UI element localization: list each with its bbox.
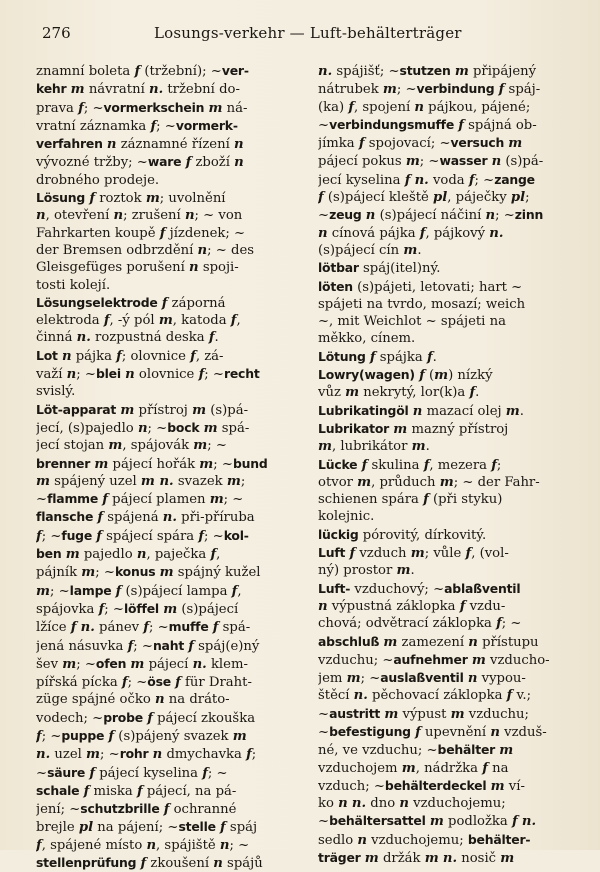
text-line: Fahrkarten koupě f jízdenek; ~ — [36, 225, 246, 241]
text-line: f (s)pájecí kleště pl, páječky pl; — [318, 190, 530, 206]
text-line: činná n. rozpustná deska f. — [36, 330, 219, 346]
text-line: abschluß m zamezení n přístupu — [318, 633, 539, 650]
text-line: kolejnic. — [318, 509, 375, 525]
text-line: ~verbindungsmuffe f spájná ob- — [318, 116, 537, 133]
left-column — [36, 62, 294, 872]
text-line: otvor m, průduch m; ~ der Fahr- — [318, 474, 540, 490]
text-line: svislý. — [36, 384, 76, 400]
text-line: der Bremsen odbrzdění n; ~ des — [36, 242, 255, 258]
text-line: n. spájišť; ~stutzen m připájený — [318, 63, 537, 79]
text-line: jecí, (s)pajedlo n; ~bock m spá- — [36, 419, 250, 436]
text-line: ko n n. dno n vzduchojemu; — [318, 796, 506, 812]
text-line: vzduch; ~behälterdeckel m ví- — [318, 777, 525, 794]
text-line: drobného prodeje. — [36, 172, 160, 188]
text-line: ný) prostor m. — [318, 563, 415, 579]
text-line: stellenprüfung f zkoušení n spájů — [36, 855, 263, 872]
text-line: pířská pícka f; ~öse f für Draht- — [36, 674, 252, 691]
text-line: né, ve vzduchu; ~behälter m — [318, 742, 514, 759]
text-line: lötbar spáj(itel)ný. — [318, 260, 441, 277]
text-line: träger m držák m n. nosič m — [318, 850, 515, 867]
text-line: jímka f spojovací; ~versuch m — [318, 135, 523, 152]
text-line: (s)pájecí cín m. — [318, 242, 422, 258]
text-line: tosti kolejí. — [36, 277, 111, 293]
text-line: kehr m návratní n. tržební do- — [36, 81, 240, 98]
text-line: n, otevření n; zrušení n; ~ von — [36, 208, 243, 224]
text-line: m spájený uzel m n. svazek m; — [36, 473, 246, 489]
text-line: Lösungselektrode f záporná — [36, 294, 226, 311]
text-line: Lücke f skulina f, mezera f; — [318, 456, 502, 473]
text-line: m, lubrikátor m. — [318, 439, 430, 455]
text-line: jení; ~schutzbrille f ochranné — [36, 801, 237, 818]
text-line: jená násuvka f; ~naht f spáj(e)ný — [36, 637, 260, 654]
text-line: vůz m nekrytý, lor(k)a f. — [318, 385, 480, 401]
text-line: měkko, cínem. — [318, 331, 416, 347]
text-line: brenner m pájecí hořák m; ~bund — [36, 455, 268, 472]
text-line: ~austritt m výpust m vzduchu; — [318, 705, 529, 722]
text-line: ~, mit Weichlot ~ spájeti na — [318, 314, 506, 330]
text-line: n výpustná záklopka f vzdu- — [318, 598, 506, 614]
text-line: flansche f spájená n. při-příruba — [36, 509, 255, 526]
text-line: ~befestigung f upevnění n vzduš- — [318, 723, 547, 740]
text-line: n. uzel m; ~rohr n dmychavka f; — [36, 746, 257, 763]
text-line: prava f; ~vormerkschein m ná- — [36, 99, 248, 116]
text-line: f; ~fuge f spájecí spára f; ~kol- — [36, 527, 249, 544]
text-line: vzduchojem m, nádržka f na — [318, 760, 509, 776]
text-line: važí n; ~blei n olovnice f; ~recht — [36, 366, 260, 383]
text-line: spájovka f; ~löffel m (s)pájecí — [36, 600, 239, 617]
text-line: vodech; ~probe f pájecí zkouška — [36, 709, 256, 726]
text-line: f; ~puppe f (s)pájený svazek m — [36, 727, 247, 744]
text-line: Lowry(wagen) f (m) nízký — [318, 367, 493, 384]
text-line: nátrubek m; ~verbindung f spáj- — [318, 81, 541, 98]
text-line: spájeti na tvrdo, mosazí; weich — [318, 296, 526, 312]
text-line: schienen spára f (při styku) — [318, 492, 503, 508]
text-line: znamní boleta f (tržební); ~ver- — [36, 63, 249, 79]
text-line: ben m pajedlo n, paječka f, — [36, 546, 221, 563]
text-line: Lötung f spájka f. — [318, 348, 437, 365]
text-line: jecí stojan m, spájovák m; ~ — [36, 438, 227, 454]
text-line: m; ~lampe f (s)pájecí lampa f, — [36, 582, 242, 599]
text-line: Lot n pájka f; olovnice f, zá- — [36, 347, 224, 364]
page-number: 276 — [42, 24, 71, 42]
text-line: štěcí n. pěchovací záklopka f v.; — [318, 688, 532, 704]
text-line: Lubrikator m mazný přístroj — [318, 420, 509, 437]
right-column — [318, 62, 576, 867]
text-line: elektroda f, -ý pól m, katoda f, — [36, 313, 241, 329]
text-line: ~zeug n (s)pájecí náčiní n; ~zinn — [318, 207, 544, 224]
text-line: n cínová pájka f, pájkový n. — [318, 225, 504, 241]
text-line: löten (s)pájeti, letovati; hart ~ — [318, 278, 523, 295]
text-line: (ka) f, spojení n pájkou, pájené; — [318, 99, 531, 115]
text-line: vývozné tržby; ~ware f zboží n — [36, 154, 244, 171]
text-line: brejle pl na pájení; ~stelle f spáj — [36, 819, 258, 836]
text-line: Gleisgefüges porušení n spoji- — [36, 260, 239, 276]
text-line: ~behältersattel m podložka f n. — [318, 813, 537, 830]
text-line: lžíce f n. pánev f; ~muffe f spá- — [36, 619, 251, 636]
text-line: Luft- vzduchový; ~ablaßventil — [318, 580, 521, 597]
text-line: Löt-apparat m přístroj m (s)pá- — [36, 401, 249, 418]
page-header — [34, 20, 570, 46]
text-line: vzduchu; ~aufnehmer m vzducho- — [318, 651, 550, 668]
text-line: chová; odvětrací záklopka f; ~ — [318, 616, 522, 632]
running-head: Losungs-verkehr — Luft-behälterträger — [154, 24, 462, 42]
text-line: züge spájné očko n na dráto- — [36, 692, 230, 708]
text-line: ~säure f pájecí kyselina f; ~ — [36, 764, 228, 781]
text-line: verfahren n záznamné řízení n — [36, 136, 244, 153]
text-line: jem m; ~auslaßventil n vypou- — [318, 670, 526, 687]
text-line: pájecí pokus m; ~wasser n (s)pá- — [318, 153, 544, 170]
text-line: vratní záznamka f; ~vormerk- — [36, 117, 238, 134]
text-line: Lubrikatingöl n mazací olej m. — [318, 402, 524, 419]
text-line: f, spájené místo n, spájiště n; ~ — [36, 837, 250, 853]
text-line: jecí kyselina f n. voda f; ~zange — [318, 171, 535, 188]
text-line: šev m; ~ofen m pájecí n. klem- — [36, 655, 248, 672]
text-line: pájník m; ~konus m spájný kužel — [36, 564, 261, 581]
text-line: Luft f vzduch m; vůle f, (vol- — [318, 545, 509, 562]
text-line: Lösung f roztok m; uvolnění — [36, 190, 226, 207]
text-line: sedlo n vzduchojemu; behälter- — [318, 831, 531, 848]
text-line: ~flamme f pájecí plamen m; ~ — [36, 491, 244, 508]
text-line: schale f miska f pájecí, na pá- — [36, 782, 237, 799]
text-line: lückig pórovitý, dírkovitý. — [318, 526, 487, 543]
